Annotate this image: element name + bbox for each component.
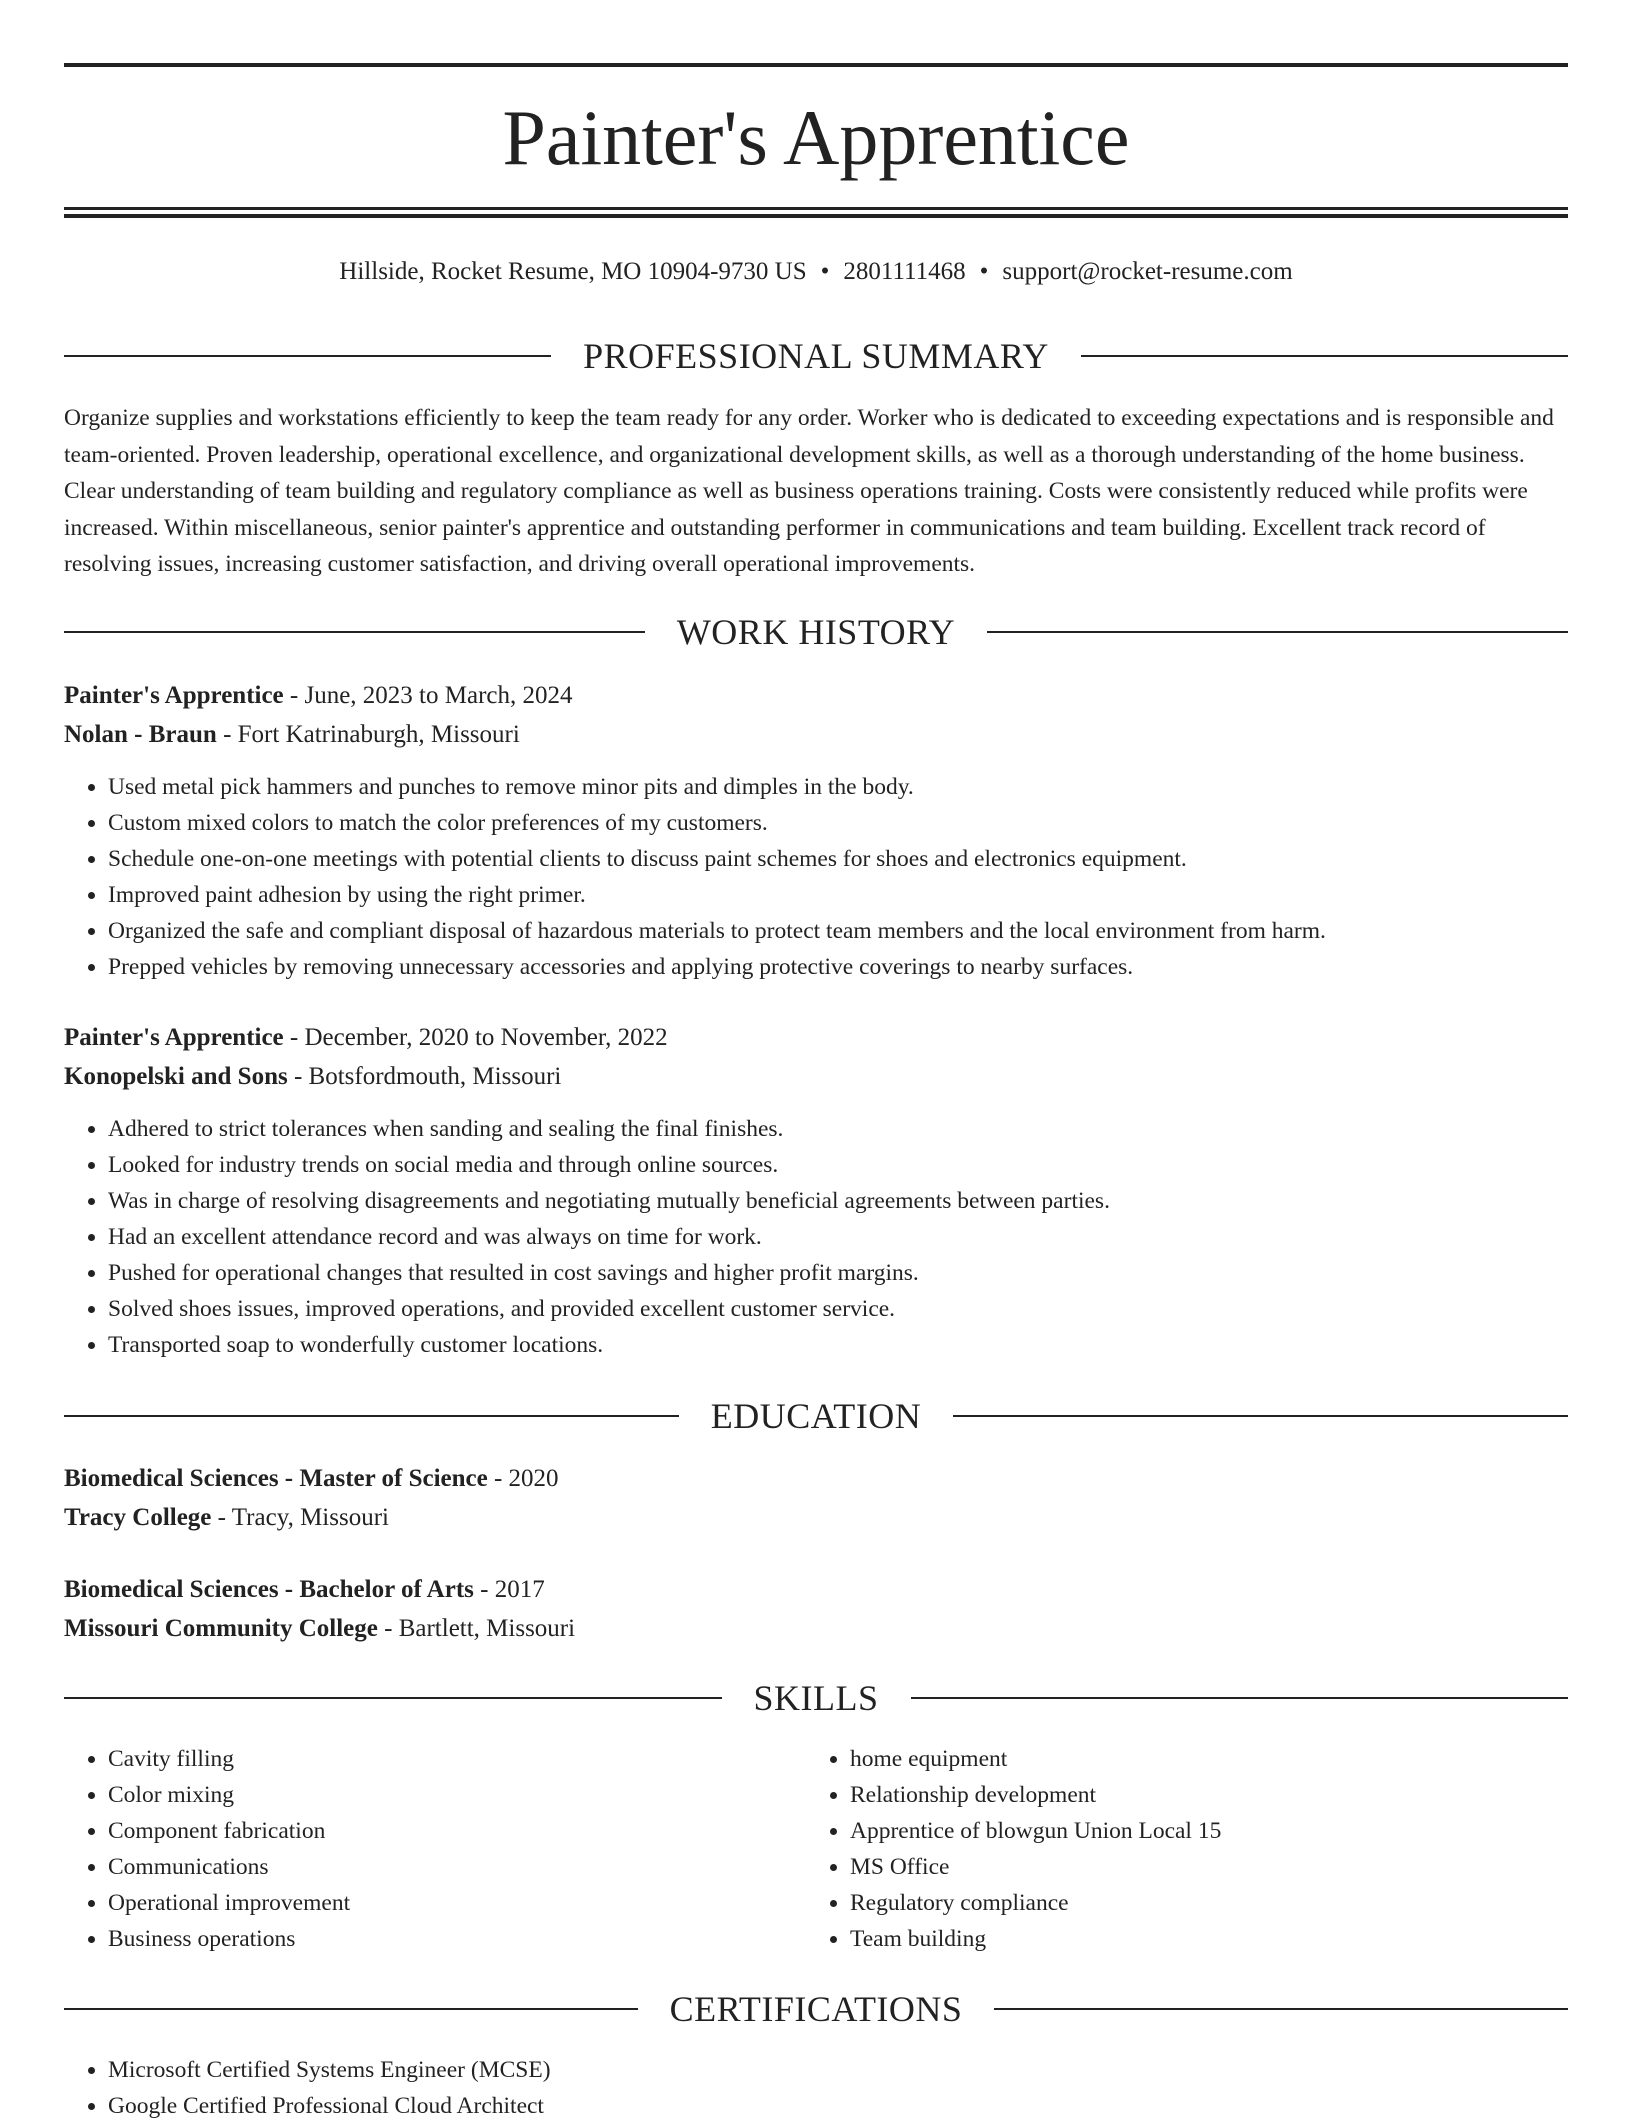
skill-item: • Communications [108,1849,798,1885]
heading-rule [911,1697,1569,1699]
section-title: CERTIFICATIONS [669,1989,963,2029]
skill-item: • Team building [850,1921,1550,1957]
job-location: - Botsfordmouth, Missouri [287,1063,562,1090]
list-item: • Used metal pick hammers and punches to remove minor pits and dimples in the body. [108,769,1568,805]
job-dates: - June, 2023 to March, 2024 [283,682,573,709]
list-item: • Organized the safe and compliant disposal of hazardous materials to protect team members and the local environment from harm. [108,913,1568,949]
skill-item: • home equipment [850,1741,1550,1777]
job-dates: - December, 2020 to November, 2022 [283,1024,668,1051]
section-title: PROFESSIONAL SUMMARY [583,336,1049,376]
section-heading-work [64,610,1568,654]
summary-text: Organize supplies and workstations efficiently to keep the team ready for any order. Worker who is dedicated to exceeding expectations and is responsible and team-oriented. Proven leadership, operational excellence, and organizational development skills, as well as a thorough understanding of the home business. Clear understanding of team building and regulatory compliance as well as business operations training. Costs were consistently reduced while profits were increased. Within miscellaneous, senior painter's apprentice and outstanding performer in communications and team building. Excellent track record of resolving issues, increasing customer satisfaction, and driving overall operational improvements. [64,405,1554,577]
school-line [64,1498,1568,1537]
header-double-rule [64,207,1568,218]
degree-year: - 2017 [473,1576,545,1603]
heading-rule [64,1415,679,1417]
contact-separator: • [979,258,989,285]
section-heading-education [64,1394,1568,1438]
contact-separator: • [820,258,830,285]
heading-rule [1081,355,1568,357]
degree-year: - 2020 [487,1465,559,1492]
skill-item: • Component fabrication [108,1813,798,1849]
job-title: Painter's Apprentice [64,1024,284,1051]
section-title: WORK HISTORY [676,612,956,652]
list-item: • Adhered to strict tolerances when sanding and sealing the final finishes. [108,1111,1568,1147]
section-heading-summary [64,334,1568,378]
school: Tracy College [64,1504,212,1531]
job-entry-1 [64,676,1568,754]
heading-rule [64,1697,722,1699]
school-location: - Bartlett, Missouri [377,1615,576,1642]
list-item: • Solved shoes issues, improved operations, and provided excellent customer service. [108,1291,1568,1327]
skill-item: • Color mixing [108,1777,798,1813]
degree: Biomedical Sciences - Bachelor of Arts [64,1576,474,1603]
job-location: - Fort Katrinaburgh, Missouri [216,721,520,748]
skills-list-left [64,1741,798,1957]
education-entry-2 [64,1570,1568,1648]
resume-name: Painter's Apprentice [502,94,1130,181]
skill-item: • Apprentice of blowgun Union Local 15 [850,1813,1550,1849]
job-company: Nolan - Braun [64,721,217,748]
skill-item: • Cavity filling [108,1741,798,1777]
list-item: • Schedule one-on-one meetings with potential clients to discuss paint schemes for shoes and electronics equipment. [108,841,1568,877]
job-entry-2 [64,1018,1568,1096]
list-item: • Prepped vehicles by removing unnecessary accessories and applying protective coverings to nearby surfaces. [108,949,1568,985]
certifications-list [64,2052,1568,2124]
contact-email: support@rocket-resume.com [1002,258,1293,285]
skill-item: • MS Office [850,1849,1550,1885]
degree: Biomedical Sciences - Master of Science [64,1465,488,1492]
header-top-rule [64,63,1568,67]
degree-line [64,1570,1568,1609]
job-company-line [64,715,1568,754]
section-title: EDUCATION [710,1396,922,1436]
job-company: Konopelski and Sons [64,1063,288,1090]
job-bullets-2 [64,1111,1568,1363]
section-title: SKILLS [753,1678,879,1718]
contact-address: Hillside, Rocket Resume, MO 10904-9730 US [339,258,807,285]
job-title-line [64,1018,1568,1057]
skill-item: • Operational improvement [108,1885,798,1921]
list-item: • Custom mixed colors to match the color preferences of my customers. [108,805,1568,841]
school: Missouri Community College [64,1615,378,1642]
section-heading-skills [64,1676,1568,1720]
certification-item: • Microsoft Certified Systems Engineer (MCSE) [108,2052,1568,2088]
contact-phone: 2801111468 [843,258,966,285]
job-title-line [64,676,1568,715]
list-item: • Looked for industry trends on social media and through online sources. [108,1147,1568,1183]
education-entry-1 [64,1459,1568,1537]
section-heading-certifications [64,1987,1568,2031]
job-title: Painter's Apprentice [64,682,284,709]
list-item: • Transported soap to wonderfully customer locations. [108,1327,1568,1363]
list-item: • Improved paint adhesion by using the right primer. [108,877,1568,913]
list-item: • Pushed for operational changes that resulted in cost savings and higher profit margins. [108,1255,1568,1291]
school-line [64,1609,1568,1648]
job-bullets-1 [64,769,1568,985]
skill-item: • Business operations [108,1921,798,1957]
heading-rule [64,631,645,633]
list-item: • Had an excellent attendance record and was always on time for work. [108,1219,1568,1255]
job-company-line [64,1057,1568,1096]
heading-rule [987,631,1568,633]
skill-item: • Relationship development [850,1777,1550,1813]
heading-rule [953,1415,1568,1417]
heading-rule [64,355,551,357]
certification-item: • Google Certified Professional Cloud Architect [108,2088,1568,2124]
heading-rule [994,2008,1568,2010]
degree-line [64,1459,1568,1498]
skill-item: • Regulatory compliance [850,1885,1550,1921]
skills-list-right [806,1741,1550,1957]
school-location: - Tracy, Missouri [211,1504,389,1531]
list-item: • Was in charge of resolving disagreements and negotiating mutually beneficial agreements between parties. [108,1183,1568,1219]
heading-rule [64,2008,638,2010]
contact-line [64,254,1568,290]
